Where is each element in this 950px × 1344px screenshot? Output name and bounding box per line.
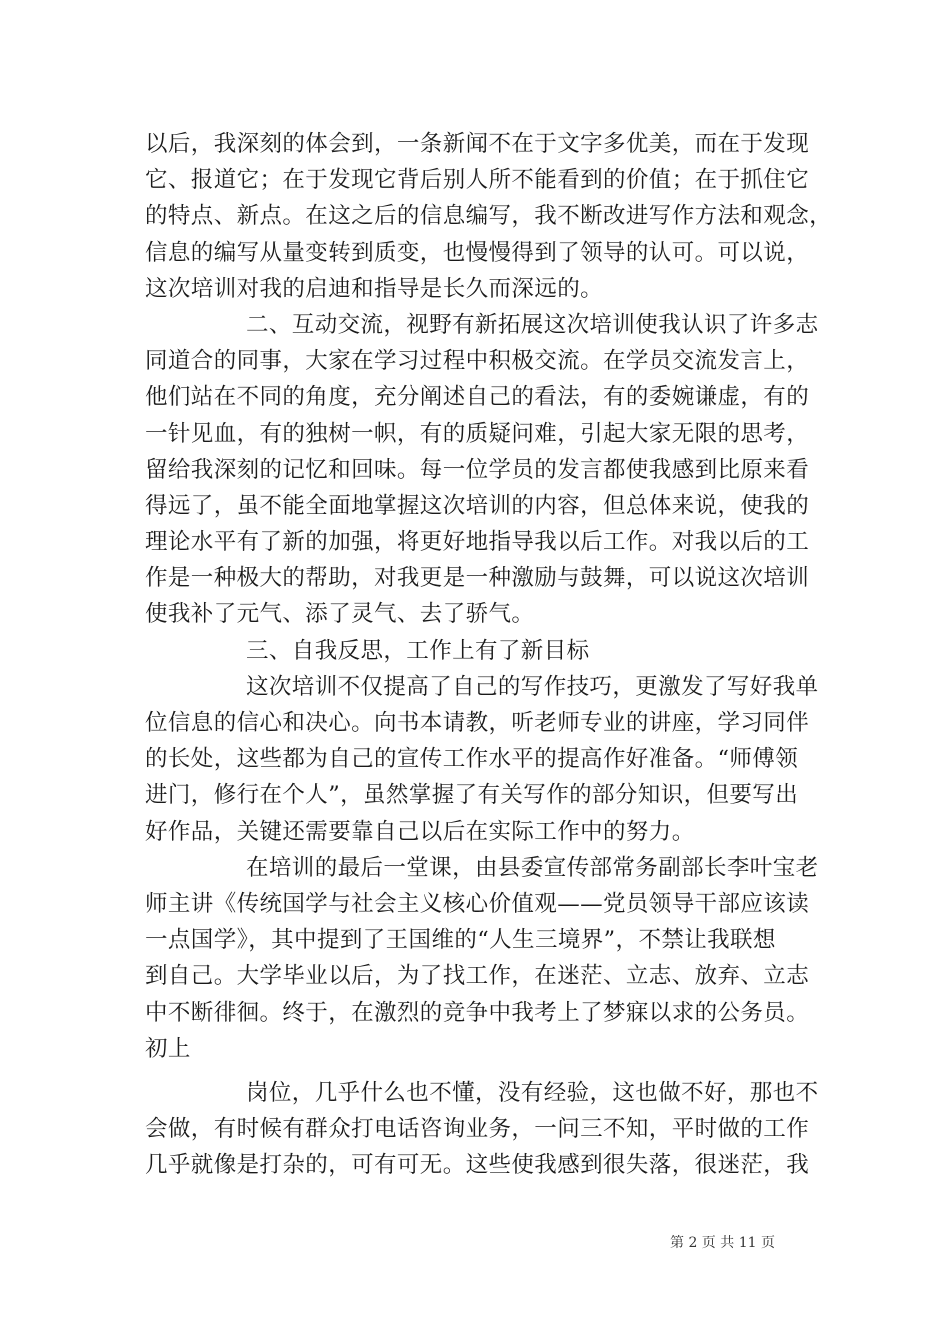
text-line: 以后，我深刻的体会到，一条新闻不在于文字多优美，而在于发现	[145, 131, 810, 157]
text-line: 同道合的同事，大家在学习过程中积极交流。在学员交流发言上，	[145, 348, 810, 375]
page-number-footer: 第 2 页 共 11 页	[670, 1235, 775, 1251]
text-line: 中不断徘徊。终于，在激烈的竞争中我考上了梦寐以求的公务员。	[145, 999, 810, 1026]
section-heading-3: 三、自我反思，工作上有了新目标	[246, 637, 590, 664]
body-text	[145, 126, 833, 1183]
text-line: 信息的编写从量变转到质变，也慢慢得到了领导的认可。可以说，	[145, 239, 810, 266]
text-line: 师主讲《传统国学与社会主义核心价值观——党员领导干部应该读	[145, 890, 810, 917]
text-line: 几乎就像是打杂的，可有可无。这些使我感到很失落，很迷茫，我	[145, 1152, 810, 1179]
text-line: 的特点、新点。在这之后的信息编写，我不断改进写作方法和观念，	[145, 203, 833, 230]
text-line: 到自己。大学毕业以后，为了找工作，在迷茫、立志、放弃、立志	[145, 963, 810, 990]
text-line: 它、报道它；在于发现它背后别人所不能看到的价值；在于抓住它	[145, 167, 810, 194]
text-line: 这次培训对我的启迪和指导是长久而深远的。	[145, 275, 604, 302]
text-line: 得远了，虽不能全面地掌握这次培训的内容，但总体来说，使我的	[145, 492, 810, 519]
text-line: 理论水平有了新的加强，将更好地指导我以后工作。对我以后的工	[145, 529, 810, 556]
text-line: 会做，有时候有群众打电话咨询业务，一问三不知，平时做的工作	[145, 1116, 810, 1143]
text-line: 使我补了元气、添了灵气、去了骄气。	[145, 601, 535, 628]
text-line: 一点国学》，其中提到了王国维的“人生三境界”，不禁让我联想	[145, 927, 776, 954]
paragraph-start: 岗位，几乎什么也不懂，没有经验，这也做不好，那也不	[246, 1079, 819, 1106]
text-line: 进门，修行在个人”，虽然掌握了有关写作的部分知识，但要写出	[145, 782, 799, 809]
text-line: 作是一种极大的帮助，对我更是一种激励与鼓舞，可以说这次培训	[145, 565, 810, 592]
text-line: 好作品，关键还需要靠自己以后在实际工作中的努力。	[145, 818, 695, 845]
text-line: 留给我深刻的记忆和回味。每一位学员的发言都使我感到比原来看	[145, 456, 810, 483]
section-heading-2: 二、互动交流，视野有新拓展这次培训使我认识了许多志	[246, 311, 819, 338]
text-line: 位信息的信心和决心。向书本请教，听老师专业的讲座，学习同伴	[145, 710, 810, 736]
text-line: 他们站在不同的角度，充分阐述自己的看法，有的委婉谦虚，有的	[145, 384, 810, 411]
text-line: 的长处，这些都为自己的宣传工作水平的提高作好准备。“师傅领	[145, 746, 799, 773]
text-line: 一针见血，有的独树一帜，有的质疑问难，引起大家无限的思考，	[145, 420, 810, 447]
paragraph-start: 在培训的最后一堂课，由县委宣传部常务副部长李叶宝老	[246, 854, 819, 881]
text-line: 初上	[145, 1035, 191, 1062]
paragraph-start: 这次培训不仅提高了自己的写作技巧，更激发了写好我单	[246, 673, 819, 700]
